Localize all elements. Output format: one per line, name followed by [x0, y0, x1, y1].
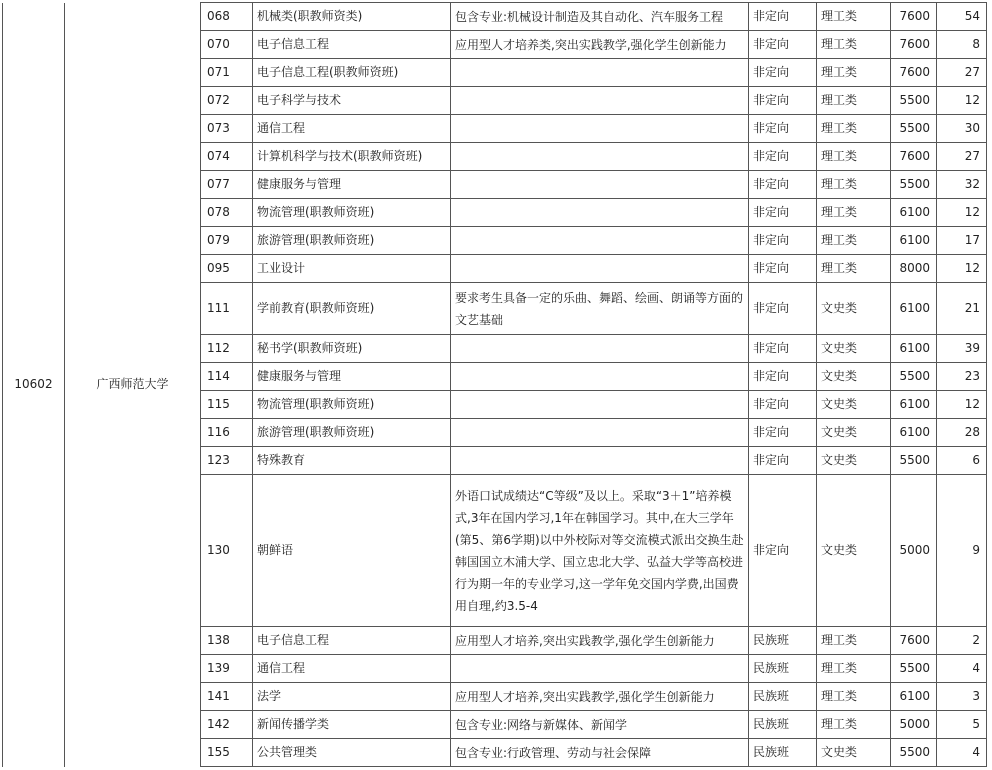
major-name-cell: 工业设计 [253, 255, 451, 283]
tuition-cell: 6100 [891, 419, 937, 447]
enrollment-type-cell: 非定向 [749, 59, 817, 87]
enrollment-type-cell: 非定向 [749, 115, 817, 143]
note-cell: 外语口试成绩达“C等级”及以上。采取“3＋1”培养模式,3年在国内学习,1年在韩国学习。其中,在大三学年(第5、第6学期)以中外校际对等交流模式派出交换生赴韩国国立木浦大学、国立忠北大学、弘益大学等高校进行为期一年的专业学习,这一学年免交国内学费,出国费用自理,约3.5-4 [451, 475, 749, 627]
note-cell [451, 143, 749, 171]
major-code-cell: 112 [201, 335, 253, 363]
quota-cell: 12 [937, 199, 987, 227]
table-body [3, 3, 987, 767]
enrollment-type-cell: 民族班 [749, 739, 817, 767]
major-name-cell: 机械类(职教师资类) [253, 3, 451, 31]
quota-cell: 27 [937, 59, 987, 87]
enrollment-type-cell: 非定向 [749, 391, 817, 419]
major-name-cell: 电子科学与技术 [253, 87, 451, 115]
note-cell [451, 59, 749, 87]
tuition-cell: 5500 [891, 447, 937, 475]
enrollment-type-cell: 民族班 [749, 711, 817, 739]
note-cell [451, 655, 749, 683]
tuition-cell: 6100 [891, 683, 937, 711]
quota-cell: 30 [937, 115, 987, 143]
note-cell [451, 335, 749, 363]
quota-cell: 4 [937, 739, 987, 767]
quota-cell: 21 [937, 283, 987, 335]
major-code-cell: 078 [201, 199, 253, 227]
subject-category-cell: 文史类 [817, 335, 891, 363]
enrollment-type-cell: 非定向 [749, 255, 817, 283]
major-code-cell: 111 [201, 283, 253, 335]
tuition-cell: 6100 [891, 199, 937, 227]
subject-category-cell: 理工类 [817, 171, 891, 199]
major-code-cell: 123 [201, 447, 253, 475]
subject-category-cell: 文史类 [817, 363, 891, 391]
enrollment-type-cell: 非定向 [749, 31, 817, 59]
enrollment-type-cell: 非定向 [749, 171, 817, 199]
enrollment-type-cell: 民族班 [749, 627, 817, 655]
major-code-cell: 141 [201, 683, 253, 711]
quota-cell: 54 [937, 3, 987, 31]
major-code-cell: 073 [201, 115, 253, 143]
subject-category-cell: 理工类 [817, 711, 891, 739]
enrollment-type-cell: 非定向 [749, 335, 817, 363]
tuition-cell: 6100 [891, 335, 937, 363]
tuition-cell: 8000 [891, 255, 937, 283]
major-name-cell: 电子信息工程 [253, 627, 451, 655]
major-code-cell: 070 [201, 31, 253, 59]
note-cell [451, 447, 749, 475]
major-name-cell: 旅游管理(职教师资班) [253, 227, 451, 255]
enrollment-type-cell: 民族班 [749, 655, 817, 683]
major-code-cell: 074 [201, 143, 253, 171]
tuition-cell: 7600 [891, 627, 937, 655]
major-name-cell: 通信工程 [253, 115, 451, 143]
major-name-cell: 通信工程 [253, 655, 451, 683]
major-code-cell: 138 [201, 627, 253, 655]
tuition-cell: 5500 [891, 739, 937, 767]
note-cell [451, 171, 749, 199]
subject-category-cell: 理工类 [817, 655, 891, 683]
note-cell [451, 363, 749, 391]
note-cell: 应用型人才培养,突出实践教学,强化学生创新能力 [451, 627, 749, 655]
quota-cell: 9 [937, 475, 987, 627]
note-cell: 应用型人才培养类,突出实践教学,强化学生创新能力 [451, 31, 749, 59]
note-cell: 包含专业:机械设计制造及其自动化、汽车服务工程 [451, 3, 749, 31]
note-cell: 应用型人才培养,突出实践教学,强化学生创新能力 [451, 683, 749, 711]
enrollment-table [2, 2, 987, 767]
note-cell [451, 419, 749, 447]
tuition-cell: 7600 [891, 143, 937, 171]
subject-category-cell: 文史类 [817, 419, 891, 447]
tuition-cell: 5000 [891, 711, 937, 739]
major-code-cell: 116 [201, 419, 253, 447]
major-code-cell: 079 [201, 227, 253, 255]
major-code-cell: 115 [201, 391, 253, 419]
major-name-cell: 健康服务与管理 [253, 363, 451, 391]
major-name-cell: 朝鲜语 [253, 475, 451, 627]
quota-cell: 12 [937, 391, 987, 419]
tuition-cell: 5500 [891, 363, 937, 391]
major-code-cell: 155 [201, 739, 253, 767]
note-cell: 包含专业:行政管理、劳动与社会保障 [451, 739, 749, 767]
enrollment-type-cell: 非定向 [749, 475, 817, 627]
subject-category-cell: 理工类 [817, 227, 891, 255]
quota-cell: 4 [937, 655, 987, 683]
quota-cell: 32 [937, 171, 987, 199]
note-cell [451, 199, 749, 227]
quota-cell: 2 [937, 627, 987, 655]
quota-cell: 12 [937, 87, 987, 115]
major-name-cell: 计算机科学与技术(职教师资班) [253, 143, 451, 171]
major-code-cell: 142 [201, 711, 253, 739]
note-cell: 包含专业:网络与新媒体、新闻学 [451, 711, 749, 739]
tuition-cell: 5000 [891, 475, 937, 627]
note-cell [451, 255, 749, 283]
quota-cell: 28 [937, 419, 987, 447]
tuition-cell: 5500 [891, 655, 937, 683]
major-name-cell: 旅游管理(职教师资班) [253, 419, 451, 447]
quota-cell: 8 [937, 31, 987, 59]
school-name-cell: 广西师范大学 [65, 3, 201, 767]
subject-category-cell: 理工类 [817, 59, 891, 87]
subject-category-cell: 理工类 [817, 115, 891, 143]
enrollment-type-cell: 民族班 [749, 683, 817, 711]
quota-cell: 6 [937, 447, 987, 475]
note-cell [451, 391, 749, 419]
note-cell [451, 227, 749, 255]
tuition-cell: 7600 [891, 31, 937, 59]
enrollment-type-cell: 非定向 [749, 227, 817, 255]
enrollment-type-cell: 非定向 [749, 363, 817, 391]
major-name-cell: 秘书学(职教师资班) [253, 335, 451, 363]
tuition-cell: 6100 [891, 391, 937, 419]
quota-cell: 12 [937, 255, 987, 283]
enrollment-type-cell: 非定向 [749, 143, 817, 171]
major-name-cell: 公共管理类 [253, 739, 451, 767]
subject-category-cell: 理工类 [817, 3, 891, 31]
enrollment-type-cell: 非定向 [749, 199, 817, 227]
note-cell [451, 87, 749, 115]
subject-category-cell: 理工类 [817, 255, 891, 283]
enrollment-type-cell: 非定向 [749, 3, 817, 31]
major-name-cell: 学前教育(职教师资班) [253, 283, 451, 335]
quota-cell: 5 [937, 711, 987, 739]
quota-cell: 23 [937, 363, 987, 391]
subject-category-cell: 文史类 [817, 283, 891, 335]
tuition-cell: 6100 [891, 283, 937, 335]
enrollment-type-cell: 非定向 [749, 87, 817, 115]
subject-category-cell: 文史类 [817, 475, 891, 627]
major-code-cell: 095 [201, 255, 253, 283]
major-code-cell: 130 [201, 475, 253, 627]
major-code-cell: 139 [201, 655, 253, 683]
quota-cell: 17 [937, 227, 987, 255]
tuition-cell: 5500 [891, 115, 937, 143]
subject-category-cell: 文史类 [817, 739, 891, 767]
major-code-cell: 071 [201, 59, 253, 87]
tuition-cell: 5500 [891, 171, 937, 199]
major-code-cell: 077 [201, 171, 253, 199]
note-cell [451, 115, 749, 143]
tuition-cell: 5500 [891, 87, 937, 115]
major-name-cell: 特殊教育 [253, 447, 451, 475]
major-code-cell: 072 [201, 87, 253, 115]
subject-category-cell: 理工类 [817, 627, 891, 655]
quota-cell: 39 [937, 335, 987, 363]
school-code-cell: 10602 [3, 3, 65, 767]
major-name-cell: 法学 [253, 683, 451, 711]
enrollment-type-cell: 非定向 [749, 283, 817, 335]
quota-cell: 3 [937, 683, 987, 711]
major-code-cell: 068 [201, 3, 253, 31]
note-cell: 要求考生具备一定的乐曲、舞蹈、绘画、朗诵等方面的文艺基础 [451, 283, 749, 335]
tuition-cell: 7600 [891, 59, 937, 87]
subject-category-cell: 理工类 [817, 199, 891, 227]
quota-cell: 27 [937, 143, 987, 171]
subject-category-cell: 理工类 [817, 683, 891, 711]
enrollment-type-cell: 非定向 [749, 447, 817, 475]
major-name-cell: 电子信息工程(职教师资班) [253, 59, 451, 87]
tuition-cell: 6100 [891, 227, 937, 255]
major-name-cell: 物流管理(职教师资班) [253, 199, 451, 227]
major-name-cell: 物流管理(职教师资班) [253, 391, 451, 419]
enrollment-type-cell: 非定向 [749, 419, 817, 447]
tuition-cell: 7600 [891, 3, 937, 31]
major-name-cell: 健康服务与管理 [253, 171, 451, 199]
subject-category-cell: 文史类 [817, 447, 891, 475]
subject-category-cell: 理工类 [817, 143, 891, 171]
table-row [3, 3, 987, 31]
subject-category-cell: 文史类 [817, 391, 891, 419]
major-code-cell: 114 [201, 363, 253, 391]
subject-category-cell: 理工类 [817, 87, 891, 115]
major-name-cell: 新闻传播学类 [253, 711, 451, 739]
major-name-cell: 电子信息工程 [253, 31, 451, 59]
subject-category-cell: 理工类 [817, 31, 891, 59]
